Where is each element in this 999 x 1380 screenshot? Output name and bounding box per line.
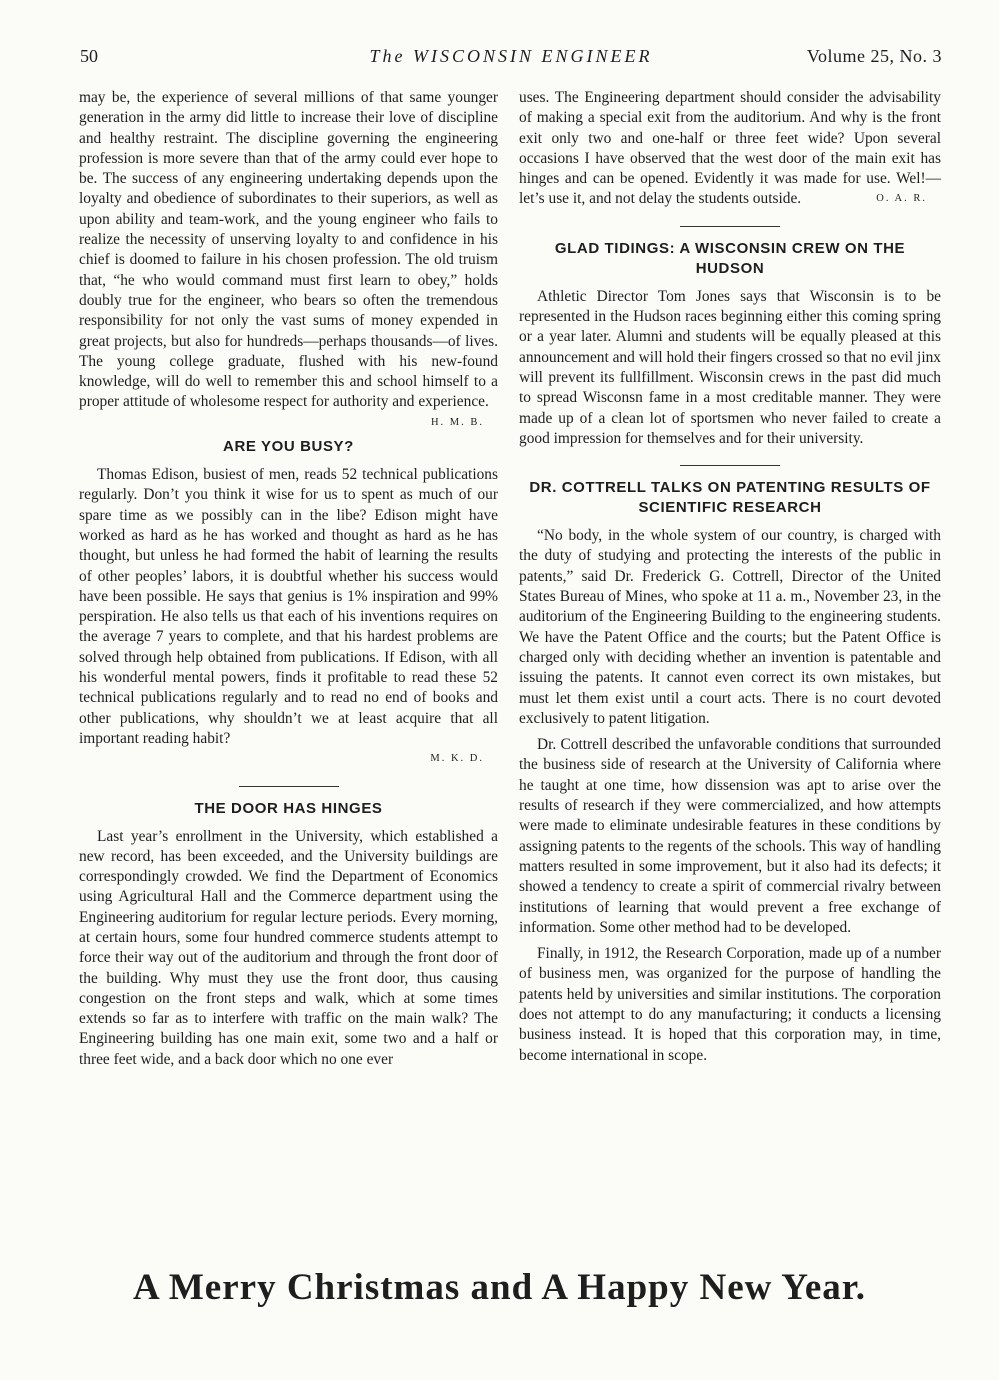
article-title-glad-tidings: GLAD TIDINGS: A WISCONSIN CREW ON THE HUDSON	[554, 239, 906, 277]
section-divider	[680, 226, 780, 227]
page-header	[80, 46, 942, 72]
right-column	[519, 88, 941, 1066]
cottrell-paragraph-1: “No body, in the whole system of our country, is charged with the duty of studying and protecting the interests of the public in patents,” said Dr. Frederick G. Cottrell, Director of the United States Bureau of Mines, who spoke at 11 a. m., November 23, in the auditorium of the Engineering Building to the engineering students. We have the Patent Office and the courts; but the Patent Office is charged only with deciding whether an invention is patentable and issuing the patents. It cannot even correct its own mistakes, but must let them exist until a court acts. There is no court devoted exclusively to patent litigation.	[519, 527, 941, 727]
door-continued-paragraph: uses. The Engineering department should consider the advisability of making a special exit from the auditorium. And why is the front exit only two and one-half or three feet wide? Upon several occasions I have observed that the west door of the main exit has hinges and can be opened. Evidently it was made for use. Wel!—let’s use it, and not delay the students outside. O. A. R.	[519, 88, 941, 210]
door-signature: O. A. R.	[876, 193, 927, 205]
intro-paragraph: may be, the experience of several millions of that same younger generation in the army did little to increase their love of discipline and healthy restraint. The discipline governing the engineering profession is more severe than that of the army could ever hope to be. The success of any engineering undertaking depends upon the loyalty and obedience of subordinates to their superiors, as well as upon ability and team-work, and the young engineer who fails to realize the necessity of unserving loyalty to and confidence in his chief is doomed to failure in his chosen profession. The old truism that, “he who would command must first learn to obey,” holds doubly true for the engineer, who bears so often the tremendous responsibility for not only the vast sums of money expended in great projects, but also for hundreds—perhaps thousands—of lives. The young college graduate, flushed with his new-found knowledge, will do well to remember this and school himself to a proper attitude of wholesome respect for authority and experience. H. M. B.	[79, 88, 498, 413]
volume-number: Volume 25, No. 3	[806, 46, 942, 66]
cottrell-paragraph-3: Finally, in 1912, the Research Corporation, made up of a number of business men, was organized for the purpose of handling the patents held by universities and similar institutions. The corporation does not attempt to do any manufacturing; it conducts a licensing business instead. It is hoped that this corporation may, in time, become international in scope.	[519, 945, 941, 1064]
door-paragraph: Last year’s enrollment in the University, which established a new record, has been exceeded, and the University buildings are correspondingly crowded. We find the Department of Economics using Agricultural Hall and the Commerce department using the Engineering auditorium for regular lecture periods. Every morning, at certain hours, some four hundred commerce students attempt to force their way out of the auditorium and through the front door of the building. Why must they use the front door, thus causing congestion on the front steps and walk, which at some times extends so far as to interfere with traffic on the main walk? The Engineering building has one main exit, some two and a half or three feet wide, and a back door which no one ever	[79, 827, 498, 1068]
article-title-busy: ARE YOU BUSY?	[223, 438, 354, 456]
article-title-door: THE DOOR HAS HINGES	[194, 799, 383, 817]
journal-title: The WISCONSIN ENGINEER	[369, 46, 653, 66]
busy-paragraph: Thomas Edison, busiest of men, reads 52 technical publications regularly. Don’t you think it wise for us to spent as much of our spare time as we possibly can in the libe? Edison might have worked as hard as he has worked and thought as hard as he has thought, but unless he had formed the habit of learning the results of other peoples’ labors, it is doubtful whether his success would have been possible. He says that genius is 1% inspiration and 99% perspiration. He also tells us that each of his inventions requires on the average 7 years to complete, and that his hardest problems are solved through help obtained from publications. If Edison, with all his wonderful mental powers, finds it profitable to read these 52 technical publications regularly and to read no end of books and other publications, why shouldn’t we at least acquire that all important reading habit?	[79, 466, 498, 747]
glad-tidings-paragraph: Athletic Director Tom Jones says that Wisconsin is to be represented in the Hudson races beginning either this coming spring or a year later. Alumni and students will be equally pleased at this announcement and will hold their fingers crossed so that no evil jinx will prevent its fullfillment. Wisconsin crews in the past did much to spread Wisconsn fame in a most creditable manner. They were made up of a clean lot of sportsmen who never failed to create a good impression for themselves and for their university.	[519, 287, 941, 447]
section-divider	[239, 786, 339, 787]
left-column	[79, 88, 498, 1070]
cottrell-paragraph-2: Dr. Cottrell described the unfavorable conditions that surrounded the business side of research at the University of California where he taught at one time, how dissension was apt to arise over the results of research if they were commercialized, and how attempts were made to eliminate undesirable features in these conditions by assigning patents to the regents of the schools. This way of handling matters resulted in some improvement, but it also had its defects; it showed a tendency to create a spirit of commercial rivalry between institutions of learning that would prevent a free exchange of information. Some other method had to be developed.	[519, 736, 941, 936]
intro-signature: H. M. B.	[430, 416, 484, 428]
section-divider	[680, 465, 780, 466]
page-number: 50	[80, 46, 98, 66]
holiday-greeting: A Merry Christmas and A Happy New Year.	[132, 1267, 867, 1308]
busy-signature: M. K. D.	[430, 753, 484, 765]
article-title-cottrell: DR. COTTRELL TALKS ON PATENTING RESULTS OF SCIENTIFIC RESEARCH	[529, 479, 931, 517]
